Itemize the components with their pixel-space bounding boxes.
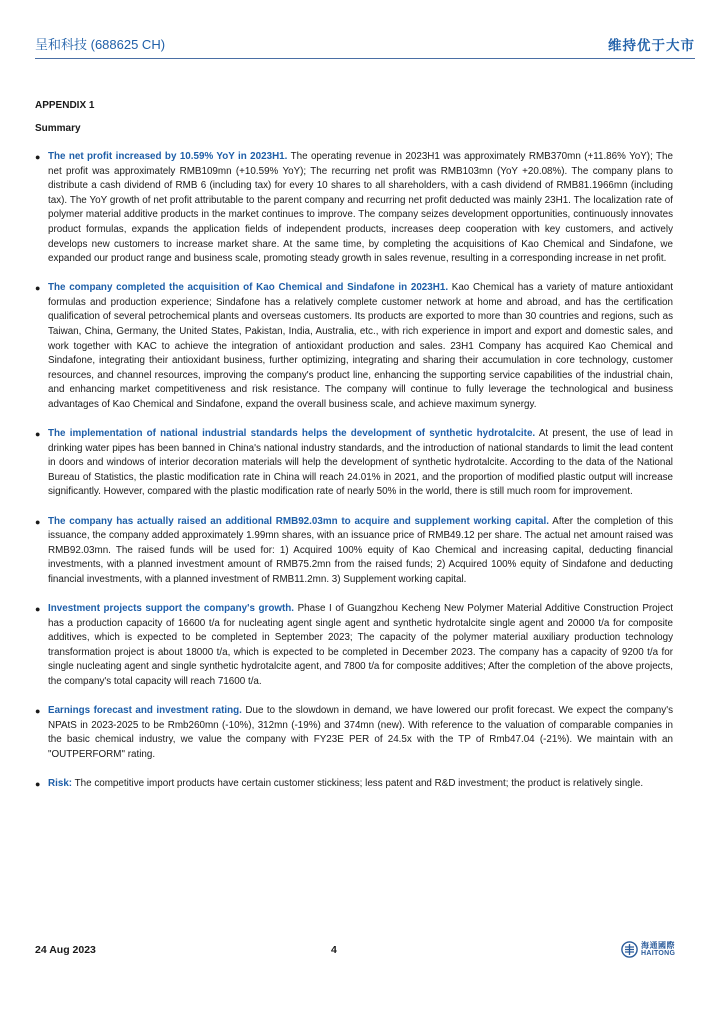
bullet-body: The competitive import products have certain customer stickiness; less patent and R&D investment; the product is relatively single. <box>72 777 644 789</box>
company-ticker: 呈和科技 (688625 CH) <box>35 37 166 52</box>
haitong-logo <box>621 940 681 960</box>
bullet-dot-icon: ● <box>35 516 41 527</box>
bullet-standards <box>35 427 673 500</box>
bullet-dot-icon: ● <box>35 429 41 440</box>
page-header <box>35 34 695 58</box>
bullet-dot-icon: ● <box>35 152 41 162</box>
bullet-investment-projects <box>35 602 673 690</box>
logo-en-text: HAITONG <box>641 950 676 957</box>
bullet-dot-icon: ● <box>35 283 41 294</box>
bullet-lead: Earnings forecast and investment rating. <box>48 705 242 717</box>
bullet-body: The operating revenue in 2023H1 was approximately RMB370mn (+11.86% YoY); The net profit was approximately RMB109mn (+10.59% YoY); The recurring net profit was RMB103mn (YoY +20.08%). The company plans to distribute a cash dividend of RMB 6 (including tax) for every 10 shares to all shareholders, with a cash dividend of RMB81.1966mn (including tax). The YoY growth of net profit attributable to the parent company and recurring net profit deducted was mainly 23H1. The localization rate of polymer material additive products in the market continues to improve. The company seizes development opportunities, continuously innovates product formulas, expands the application fields of independent products, increases deep cooperation with key customers, and actively develops new customers to increase market share. At the same time, by completing the acquisitions of Kao Chemical and Sindafone, we expanded our product range and business scale, promoting steady growth in sales revenue, resulting in a corresponding increase in net profit. <box>48 151 673 265</box>
bullet-lead: The net profit increased by 10.59% YoY in 2023H1. <box>48 151 288 162</box>
bullet-lead: Risk: <box>48 777 73 789</box>
header-divider <box>35 58 695 59</box>
bullet-body: At present, the use of lead in drinking water pipes has been banned in China's national industry standards, and the introduction of national standards to limit the lead content in doors and windows of interior decoration materials will help the development of synthetic hydrotalcite. According to the data of the National Bureau of Statistics, the plastic modification rate in China will reach 24.01% in 2021, and the proportion of modified plastic output will increase significantly. However, compared with the plastic modification rate of nearly 50% in the world, there is still much room for improvement. <box>48 428 673 498</box>
bullet-dot-icon: ● <box>35 706 41 717</box>
haitong-emblem-icon <box>621 941 638 958</box>
bullet-lead: The implementation of national industrial standards helps the development of synthetic hydrotalcite. <box>48 428 536 440</box>
bullet-body: After the completion of this issuance, the company added approximately 1.99mn shares, with an issuance price of RMB49.12 per share. The actual net amount raised was RMB92.03mn. The raised funds will be used for: 1) Acquired 100% equity of Kao Chemical and increasing capital, deducting financial investments, with a planned investment amount of RMB75.2mn from the raised funds; 2) Acquired 100% equity of Sindafone and deducting financial investments, with a planned investment of RMB11.2mn. 3) Supplement working capital. <box>48 515 673 585</box>
bullet-fundraising <box>35 515 673 588</box>
bullet-body: Due to the slowdown in demand, we have lowered our profit forecast. We expect the company's NPAtS in 2023-2025 to be Rmb260mn (-10%), 312mn (-19%) and 374mn (new). With reference to the valuation of comparable companies in the basic chemical industry, we value the company with FY23E PER of 24.5x with the TP of Rmb47.04 (-21%). We maintain with an "OUTPERFORM" rating. <box>48 705 674 760</box>
bullet-dot-icon: ● <box>35 604 41 615</box>
bullet-body: Phase I of Guangzhou Kecheng New Polymer Material Additive Construction Project has a production capacity of 16600 t/a for nucleating agent single agent and synthetic hydrotalcite single agent and 20000 t/a for composite additives, which is expected to be completed in September 2023; The capacity of the polymer material auxiliary production technology transformation project is about 18000 t/a, which is expected to be completed in December 2023. The company has a capacity of 9200 t/a for single nucleating agent and single synthetic hydrotalcite agent, and 7800 t/a for composite additives; After the completion of the above projects, the company's total capacity will reach 71600 t/a. <box>48 603 673 687</box>
logo-cn-text: 海通國際 <box>641 941 675 950</box>
bullet-lead: The company has actually raised an additional RMB92.03mn to acquire and supplement working capital. <box>48 515 550 527</box>
footer-date: 24 Aug 2023 <box>35 944 96 956</box>
summary-content <box>35 150 673 806</box>
bullet-risk <box>35 777 673 792</box>
summary-title: Summary <box>35 123 81 134</box>
rating-label: 维持优于大市 <box>608 38 695 53</box>
bullet-acquisition <box>35 281 673 412</box>
bullet-earnings-forecast <box>35 704 673 762</box>
bullet-net-profit <box>35 150 673 267</box>
bullet-lead: The company completed the acquisition of Kao Chemical and Sindafone in 2023H1. <box>48 282 449 294</box>
bullet-lead: Investment projects support the company's growth. <box>48 603 295 615</box>
bullet-body: Kao Chemical has a variety of mature antioxidant formulas and production experience; Sindafone has a relatively complete customer network at home and abroad, and has the certification qualification of several petrochemical plants and overseas customers. Its products are exported to more than 30 countries and regions, such as Taiwan, China, Germany, the United States, Pakistan, India, Australia, etc., with rich experience in import and export and domestic sales, and work together with KAC to achieve the integration of antioxidant production and sales. 23H1 Company has acquired Kao Chemical and Sindafone, integrating their antioxidant business, further optimizing, integrating and sharing their accumulation in core technology, customer resources, and channel resources, improving the company's product line, enhancing the supporting service capabilities of the industrial chain, and enhancing market competitiveness and risk resistance. The company will continue to fully leverage the technological and business advantages of Kao Chemical and Sindafone, expand the overall business scale, and achieve maximum synergy. <box>48 282 673 410</box>
page-number: 4 <box>331 944 337 956</box>
appendix-title: APPENDIX 1 <box>35 100 95 111</box>
bullet-dot-icon: ● <box>35 778 41 789</box>
